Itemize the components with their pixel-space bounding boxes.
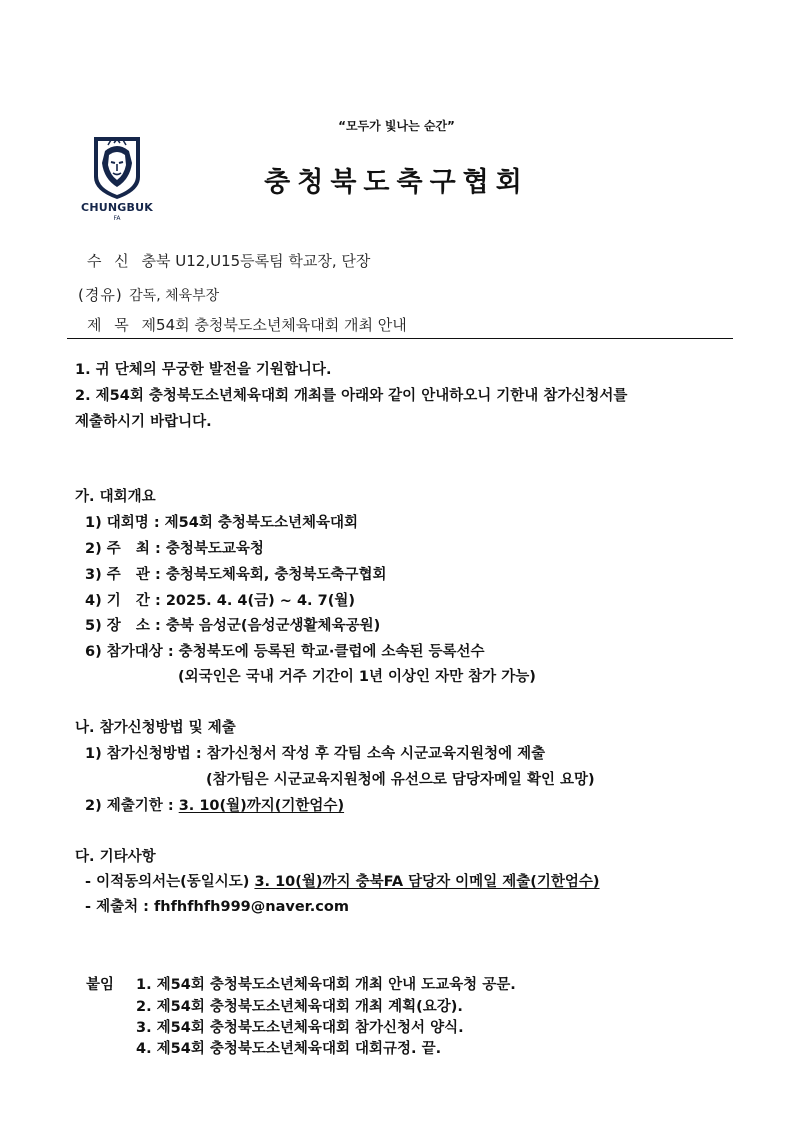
intro-line-3: 제출하시기 바랍니다. xyxy=(75,414,212,430)
section-ga-item: 6) 참가대상 : 충청북도에 등록된 학교·클럽에 소속된 등록선수 xyxy=(85,644,485,660)
subject-value: 제54회 충청북도소년체육대회 개최 안내 xyxy=(141,316,407,334)
transfer-deadline: 3. 10(월)까지 충북FA 담당자 이메일 제출(기한엄수) xyxy=(254,874,600,890)
transfer-label: - 이적동의서는(동일시도) xyxy=(85,874,255,890)
attachment-label: 붙임 xyxy=(86,977,115,993)
section-na-item-2 xyxy=(85,794,344,815)
section-na-title: 나. 참가신청방법 및 제출 xyxy=(75,720,236,736)
section-da-title: 다. 기타사항 xyxy=(75,849,156,865)
section-da-item-2: - 제출처 : fhfhfhfh999@naver.com xyxy=(85,899,349,915)
recipient-value: 충북 U12,U15등록팀 학교장, 단장 xyxy=(141,252,371,270)
section-ga-title: 가. 대회개요 xyxy=(75,489,156,505)
deadline-value: 3. 10(월)까지(기한엄수) xyxy=(178,798,345,814)
logo-subtext: FA xyxy=(113,215,121,222)
subject-row xyxy=(87,314,407,335)
section-na-item-1: 1) 참가신청방법 : 참가신청서 작성 후 각팀 소속 시군교육지원청에 제출 xyxy=(85,746,546,762)
section-ga-item: 2) 주 최 : 충청북도교육청 xyxy=(85,541,264,557)
header-divider xyxy=(67,338,733,339)
attachment-item: 3. 제54회 충청북도소년체육대회 참가신청서 양식. xyxy=(136,1020,464,1036)
intro-line-1: 1. 귀 단체의 무궁한 발전을 기원합니다. xyxy=(75,362,332,378)
organization-name: 충청북도축구협회 xyxy=(264,167,529,198)
section-ga-item: 3) 주 관 : 충청북도체육회, 충청북도축구협회 xyxy=(85,567,387,583)
section-ga-item: 4) 기 간 : 2025. 4. 4(금) ~ 4. 7(월) xyxy=(85,593,355,609)
section-ga-item: 5) 장 소 : 충북 음성군(음성군생활체육공원) xyxy=(85,618,381,634)
attachment-item: 4. 제54회 충청북도소년체육대회 대회규정. 끝. xyxy=(136,1041,442,1057)
intro-line-2: 2. 제54회 충청북도소년체육대회 개최를 아래와 같이 안내하오니 기한내 참가신청서를 xyxy=(75,388,628,404)
section-na-item-1-note: (참가팀은 시군교육지원청에 유선으로 담당자메일 확인 요망) xyxy=(206,772,595,788)
via-value: 감독, 체육부장 xyxy=(129,288,220,304)
via-row xyxy=(78,284,219,305)
section-da-item-1 xyxy=(85,870,600,891)
recipient-row xyxy=(87,250,370,271)
logo-text: CHUNGBUK xyxy=(81,201,153,214)
section-ga-item: 1) 대회명 : 제54회 충청북도소년체육대회 xyxy=(85,515,358,531)
slogan: “모두가 빛나는 순간” xyxy=(338,119,455,133)
section-ga-note: (외국인은 국내 거주 기간이 1년 이상인 자만 참가 가능) xyxy=(178,669,536,685)
attachment-item: 2. 제54회 충청북도소년체육대회 개최 계획(요강). xyxy=(136,999,463,1015)
via-label: (경유) xyxy=(78,286,123,304)
subject-label: 제 목 xyxy=(87,316,133,334)
recipient-label: 수 신 xyxy=(87,252,133,270)
attachment-item: 1. 제54회 충청북도소년체육대회 개최 안내 도교육청 공문. xyxy=(136,977,516,993)
deadline-label: 2) 제출기한 : xyxy=(85,798,179,814)
